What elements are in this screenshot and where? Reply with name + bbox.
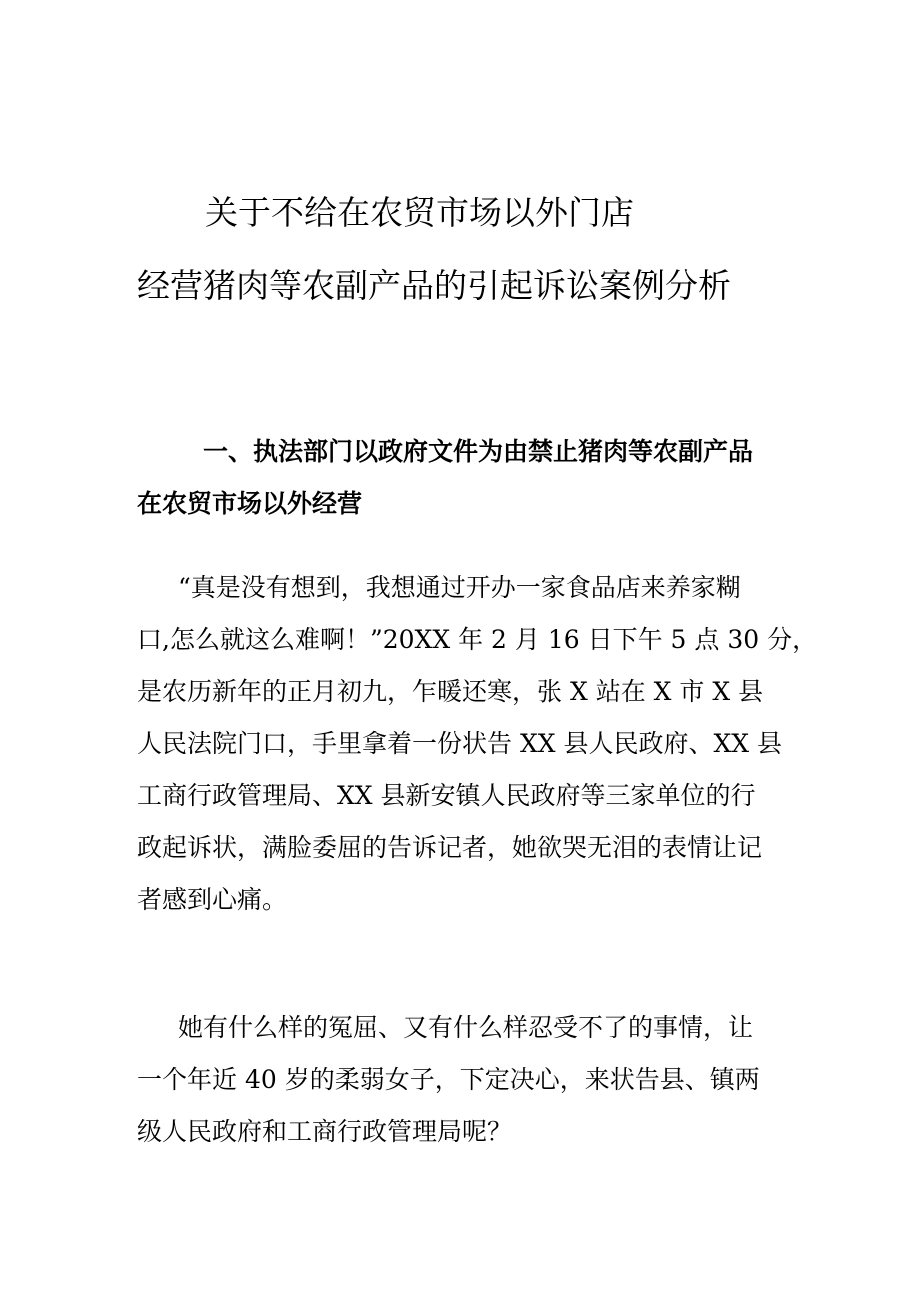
- paragraph-1-line-6: 政起诉状，满脸委屈的告诉记者，她欲哭无泪的表情让记: [137, 833, 763, 862]
- section-heading-line-1: 一、执法部门以政府文件为由禁止猪肉等农副产品: [203, 437, 754, 466]
- paragraph-1-line-7: 者感到心痛。: [137, 885, 288, 914]
- section-heading: [137, 426, 787, 530]
- document-title-line-2: 经营猪肉等农副产品的引起诉讼案例分析: [137, 266, 731, 305]
- paragraph-1-line-1: “真是没有想到，我想通过开办一家食品店来养家糊: [178, 573, 741, 602]
- paragraph-2-line-1: 她有什么样的冤屈、又有什么样忍受不了的事情，让: [178, 1013, 754, 1042]
- paragraph-1-line-2: 口,怎么就这么难啊！”20XX 年 2 月 16 日下午 5 点 30 分，: [137, 625, 818, 654]
- paragraph-1-line-5: 工商行政管理局、XX 县新安镇人民政府等三家单位的行: [137, 781, 756, 810]
- section-heading-line-2: 在农贸市场以外经营: [137, 489, 363, 518]
- paragraph-2: [137, 1002, 787, 1158]
- paragraph-1-line-4: 人民法院门口，手里拿着一份状告 XX 县人民政府、XX 县: [137, 729, 783, 758]
- document-title-line-1: 关于不给在农贸市场以外门店: [205, 193, 634, 232]
- paragraph-2-line-2: 一个年近 40 岁的柔弱女子，下定决心，来状告县、镇两: [137, 1065, 760, 1094]
- paragraph-2-line-3: 级人民政府和工商行政管理局呢？: [137, 1117, 513, 1146]
- paragraph-1-line-3: 是农历新年的正月初九，乍暖还寒，张 X 站在 X 市 X 县: [137, 677, 764, 706]
- paragraph-1: [137, 562, 818, 926]
